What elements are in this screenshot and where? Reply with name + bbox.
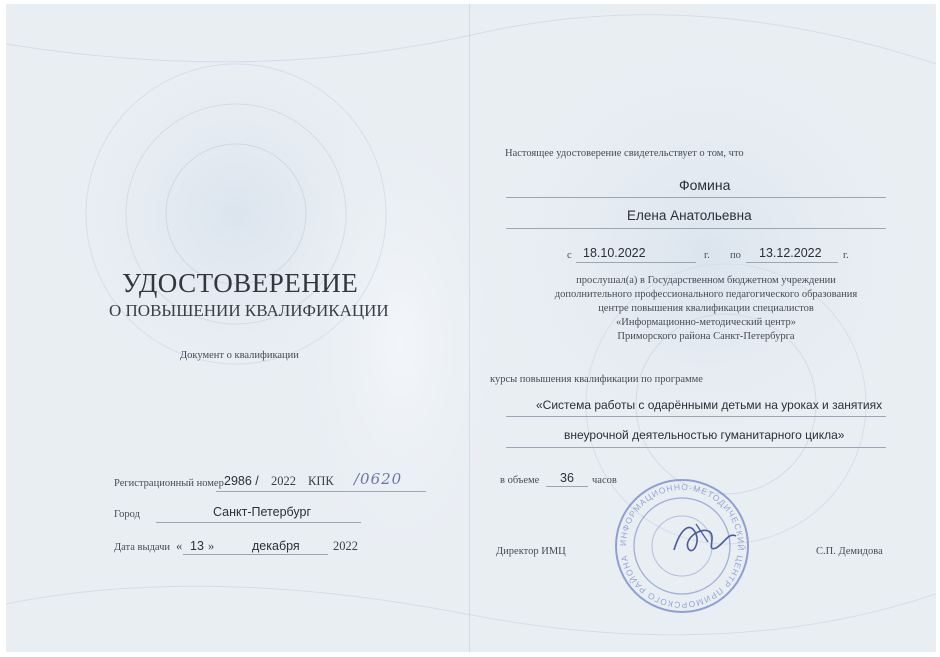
certificate-title: УДОСТОВЕРЕНИЕ <box>122 268 359 298</box>
issue-date-line <box>183 554 328 555</box>
intro-text: Настоящее удостоверение свидетельствует о том, что <box>505 148 744 159</box>
certificate-subtitle: О ПОВЫШЕНИИ КВАЛИФИКАЦИИ <box>109 301 389 320</box>
reg-number-suffix: КПК <box>308 474 334 488</box>
city-value: Санкт-Петербург <box>213 505 312 519</box>
city-line <box>156 522 361 523</box>
fold-line <box>469 4 470 652</box>
to-label: по <box>730 250 741 261</box>
volume-line <box>546 486 588 487</box>
city-label: Город <box>114 509 140 520</box>
reg-number-value: 2986 / <box>224 474 259 488</box>
volume-label: в объеме <box>500 475 540 486</box>
reg-number-line <box>216 491 426 492</box>
issue-date-day: 13 <box>190 539 204 553</box>
reg-number-year: 2022 <box>271 474 296 488</box>
recipient-name: Елена Анатольевна <box>627 208 752 223</box>
director-signature <box>666 512 746 562</box>
issue-date-close-quote: » <box>208 539 215 553</box>
institution-line-4: «Информационно-методический центр» <box>616 317 796 328</box>
director-name: С.П. Демидова <box>816 546 883 557</box>
surname-line <box>506 197 886 198</box>
certificate <box>6 4 936 652</box>
document-type: Документ о квалификации <box>180 350 299 361</box>
program-line-1-rule <box>506 416 886 417</box>
institution-line-1: прослушал(а) в Государственном бюджетном учреждении <box>576 275 836 286</box>
program-label: курсы повышения квалификации по программе <box>490 374 703 385</box>
volume-value: 36 <box>560 471 574 485</box>
program-line-2-rule <box>506 447 886 448</box>
issue-date-label: Дата выдачи <box>114 542 171 553</box>
program-title-line-1: «Система работы с одарёнными детьми на уроках и занятиях <box>536 398 883 412</box>
director-label: Директор ИМЦ <box>496 546 566 557</box>
program-title-line-2: внеурочной деятельностью гуманитарного цикла» <box>564 428 845 442</box>
from-suffix: г. <box>704 250 710 261</box>
stamp-text: ИНФОРМАЦИОННО-МЕТОДИЧЕСКИЙ ЦЕНТР ПРИМОРСКОГО РАЙОНА <box>617 481 747 611</box>
volume-unit: часов <box>592 475 617 486</box>
institution-line-5: Приморского района Санкт-Петербурга <box>617 331 795 342</box>
issue-date-month: декабря <box>252 539 300 553</box>
issue-date-year: 2022 <box>333 539 358 553</box>
from-date: 18.10.2022 <box>583 246 646 260</box>
reg-number-handwritten: /0620 <box>354 470 403 488</box>
reg-number-label: Регистрационный номер <box>114 478 224 489</box>
from-label: с <box>567 250 572 261</box>
to-date-line <box>746 262 838 263</box>
issue-date-open-quote: « <box>176 539 183 553</box>
recipient-surname: Фомина <box>679 177 731 193</box>
to-suffix: г. <box>843 250 849 261</box>
from-date-line <box>576 262 696 263</box>
institution-line-3: центре повышения квалификации специалистов <box>598 303 814 314</box>
to-date: 13.12.2022 <box>759 246 822 260</box>
name-line <box>506 228 886 229</box>
institution-block <box>506 274 906 344</box>
institution-line-2: дополнительного профессионального педагогического образования <box>554 289 858 300</box>
